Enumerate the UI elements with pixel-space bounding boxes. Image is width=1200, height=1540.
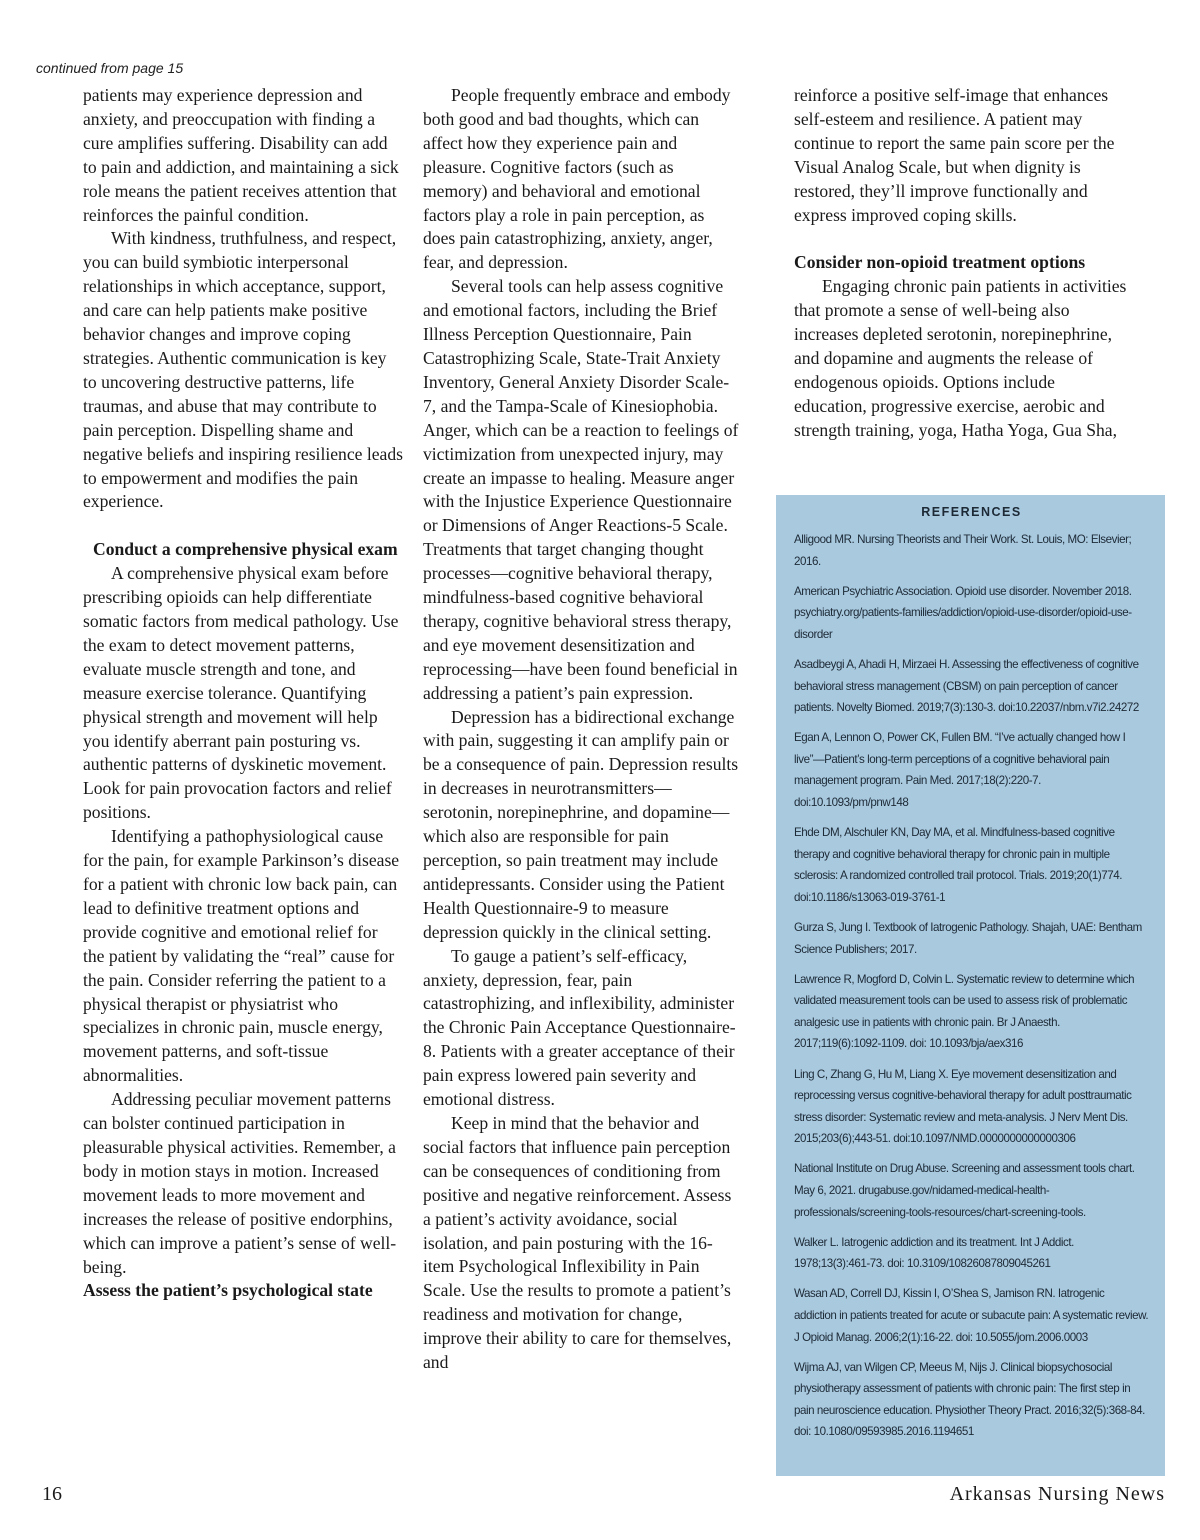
paragraph: People frequently embrace and embody both good and bad thoughts, which can affect how they experience pain and pleasure. Cognitive factors (such as memory) and behavioral and emotional factors play a role in pain perception, as does pain catastrophizing, anxiety, anger, fear, and depression. <box>423 85 731 273</box>
paragraph: reinforce a positive self-image that enhances self-esteem and resilience. A patient may continue to report the same pain score per the Visual Analog Scale, but when dignity is restored, they’ll improve functionally and express improved coping skills. <box>794 85 1115 225</box>
paragraph: Identifying a pathophysiological cause for the pain, for example Parkinson’s disease for a patient with chronic low back pain, can lead to definitive treatment options and provide cognitive and emotional relief for the patient by validating the “real” cause for the pain. Consider referring the patient to a physical therapist or physiatrist who specializes in chronic pain, muscle energy, movement patterns, and soft-tissue abnormalities. <box>83 826 400 1086</box>
reference-item: American Psychiatric Association. Opioid use disorder. November 2018. psychiatry.org/patients-families/addiction/opioid-use-disorder/opioid-use-disorder <box>794 584 1132 641</box>
reference-item: Gurza S, Jung I. Textbook of Iatrogenic Pathology. Shajah, UAE: Bentham Science Publishers; 2017. <box>794 921 1142 956</box>
reference-item: National Institute on Drug Abuse. Screening and assessment tools chart. May 6, 2021. drugabuse.gov/nidamed-medical-health-professionals/screening-tools-resources/chart-screening-tools. <box>794 1162 1135 1219</box>
continued-note: continued from page 15 <box>36 60 184 76</box>
publication-name: Arkansas Nursing News <box>949 1483 1165 1505</box>
reference-item: Walker L. Iatrogenic addiction and its treatment. Int J Addict. 1978;13(3):461-73. doi: 10.3109/10826087809045261 <box>794 1235 1074 1271</box>
paragraph: With kindness, truthfulness, and respect, you can build symbiotic interpersonal relationships in which acceptance, support, and care can help patients make positive behavior changes and improve coping strategies. Authentic communication is key to uncovering destructive patterns, life traumas, and abuse that may contribute to pain perception. Dispelling shame and negative beliefs and inspiring resilience leads to empowerment and modifies the pain experience. <box>83 228 403 512</box>
paragraph: Keep in mind that the behavior and social factors that influence pain perception can be consequences of conditioning from positive and negative reinforcement. Assess a patient’s activity avoidance, social isolation, and pain posturing with the 16-item Psychological Inflexibility in Pain Scale. Use the results to promote a patient’s readiness and motivation for change, improve their ability to care for themselves, and <box>423 1112 732 1373</box>
article-column-3 <box>794 84 1130 443</box>
paragraph: patients may experience depression and anxiety, and preoccupation with finding a cure amplifies suffering. Disability can add to pain and addiction, and maintaining a sick role means the patient receives attention that reinforces the painful condition. <box>83 85 399 225</box>
reference-item: Ehde DM, Alschuler KN, Day MA, et al. Mindfulness-based cognitive therapy and cognitive behavioral therapy for chronic pain in multiple sclerosis: A randomized controlled trail protocol. Trials. 2019;20(1)774. doi:10.1186/s13063-019-3761-1 <box>794 826 1123 904</box>
reference-item: Lawrence R, Mogford D, Colvin L. Systematic review to determine which validated measurement tools can be used to assess risk of problematic analgesic use in patients with chronic pain. Br J Anaesth. 2017;119(6):1092-1109. doi: 10.1093/bja/aex316 <box>794 972 1135 1051</box>
paragraph: Depression has a bidirectional exchange with pain, suggesting it can amplify pain or be a consequence of pain. Depression results in decreases in neurotransmitters—serotonin, norepinephrine, and dopamine—which also are responsible for pain perception, so pain treatment may include antidepressants. Consider using the Patient Health Questionnaire-9 to measure depression quickly in the clinical setting. <box>423 706 739 942</box>
reference-item: Alligood MR. Nursing Theorists and Their Work. St. Louis, MO: Elsevier; 2016. <box>794 533 1132 568</box>
references-list <box>794 529 1149 1443</box>
reference-item: Wasan AD, Correll DJ, Kissin I, O’Shea S, Jamison RN. Iatrogenic addiction in patients treated for acute or subacute pain: A systematic review. J Opioid Manag. 2006;2(1):16-22. doi: 10.5055/jom.2006.0003 <box>794 1287 1149 1344</box>
reference-item: Ling C, Zhang G, Hu M, Liang X. Eye movement desensitization and reprocessing versus cognitive-behavioral therapy for adult posttraumatic stress disorder: Systematic review and meta-analysis. J Nerv Ment Dis. 2015;203(6);443-51. doi:10.1097/NMD.0000000000000306 <box>794 1067 1132 1146</box>
paragraph: To gauge a patient’s self-efficacy, anxiety, depression, fear, pain catastrophizing, and inflexibility, administer the Chronic Pain Acceptance Questionnaire-8. Patients with a greater acceptance of their pain express lowered pain severity and emotional distress. <box>423 945 736 1110</box>
references-box <box>776 495 1165 1476</box>
section-heading: Conduct a comprehensive physical exam <box>93 539 398 560</box>
paragraph: A comprehensive physical exam before prescribing opioids can help differentiate somatic factors from medical pathology. Use the exam to detect movement patterns, evaluate muscle strength and tone, and measure exercise tolerance. Quantifying physical strength and movement will help you identify aberrant pain posturing vs. authentic patterns of dyskinetic movement. Look for pain provocation factors and relief positions. <box>83 563 399 823</box>
references-title: REFERENCES <box>921 505 1022 519</box>
reference-item: Asadbeygi A, Ahadi H, Mirzaei H. Assessing the effectiveness of cognitive behavioral stress management (CBSM) on pain perception of cancer patients. Novelty Biomed. 2019;7(3):130-3. doi:10.22037/nbm.v7i2.24272 <box>794 657 1139 715</box>
paragraph: Engaging chronic pain patients in activities that promote a sense of well-being also increases depleted serotonin, norepinephrine, and dopamine and augments the release of endogenous opioids. Options include education, progressive exercise, aerobic and strength training, yoga, Hatha Yoga, Gua Sha, <box>794 276 1127 440</box>
paragraph: Addressing peculiar movement patterns can bolster continued participation in pleasurable physical activities. Remember, a body in motion stays in motion. Increased movement leads to more movement and increases the release of positive endorphins, which can improve a patient’s sense of well-being. <box>83 1089 397 1277</box>
article-column-2 <box>423 84 739 1375</box>
section-heading: Assess the patient’s psychological state <box>83 1280 373 1301</box>
reference-item: Wijma AJ, van Wilgen CP, Meeus M, Nijs J. Clinical biopsychosocial physiotherapy assessment of patients with chronic pain: The first step in pain neuroscience education. Physiother Theory Pract. 2016;32(5):368-84. doi: 10.1080/09593985.2016.1194651 <box>794 1360 1145 1439</box>
reference-item: Egan A, Lennon O, Power CK, Fullen BM. “I’ve actually changed how I live”—Patient’s long-term perceptions of a cognitive behavioral pain management program. Pain Med. 2017;18(2):220-7. doi:10.1093/pm/pnw148 <box>794 731 1126 810</box>
article-column-1 <box>83 84 403 1303</box>
page-number: 16 <box>42 1483 62 1505</box>
section-heading: Consider non-opioid treatment options <box>794 252 1086 273</box>
paragraph: Several tools can help assess cognitive and emotional factors, including the Brief Illness Perception Questionnaire, Pain Catastrophizing Scale, State-Trait Anxiety Inventory, General Anxiety Disorder Scale-7, and the Tampa-Scale of Kinesiophobia. Anger, which can be a reaction to feelings of victimization from unexpected injury, may create an impasse to healing. Measure anger with the Injustice Experience Questionnaire or Dimensions of Anger Reactions-5 Scale. Treatments that target changing thought processes—cognitive behavioral therapy, mindfulness-based cognitive behavioral therapy, cognitive behavioral stress therapy, and eye movement desensitization and reprocessing—have been found beneficial in addressing a patient’s pain expression. <box>423 276 739 703</box>
